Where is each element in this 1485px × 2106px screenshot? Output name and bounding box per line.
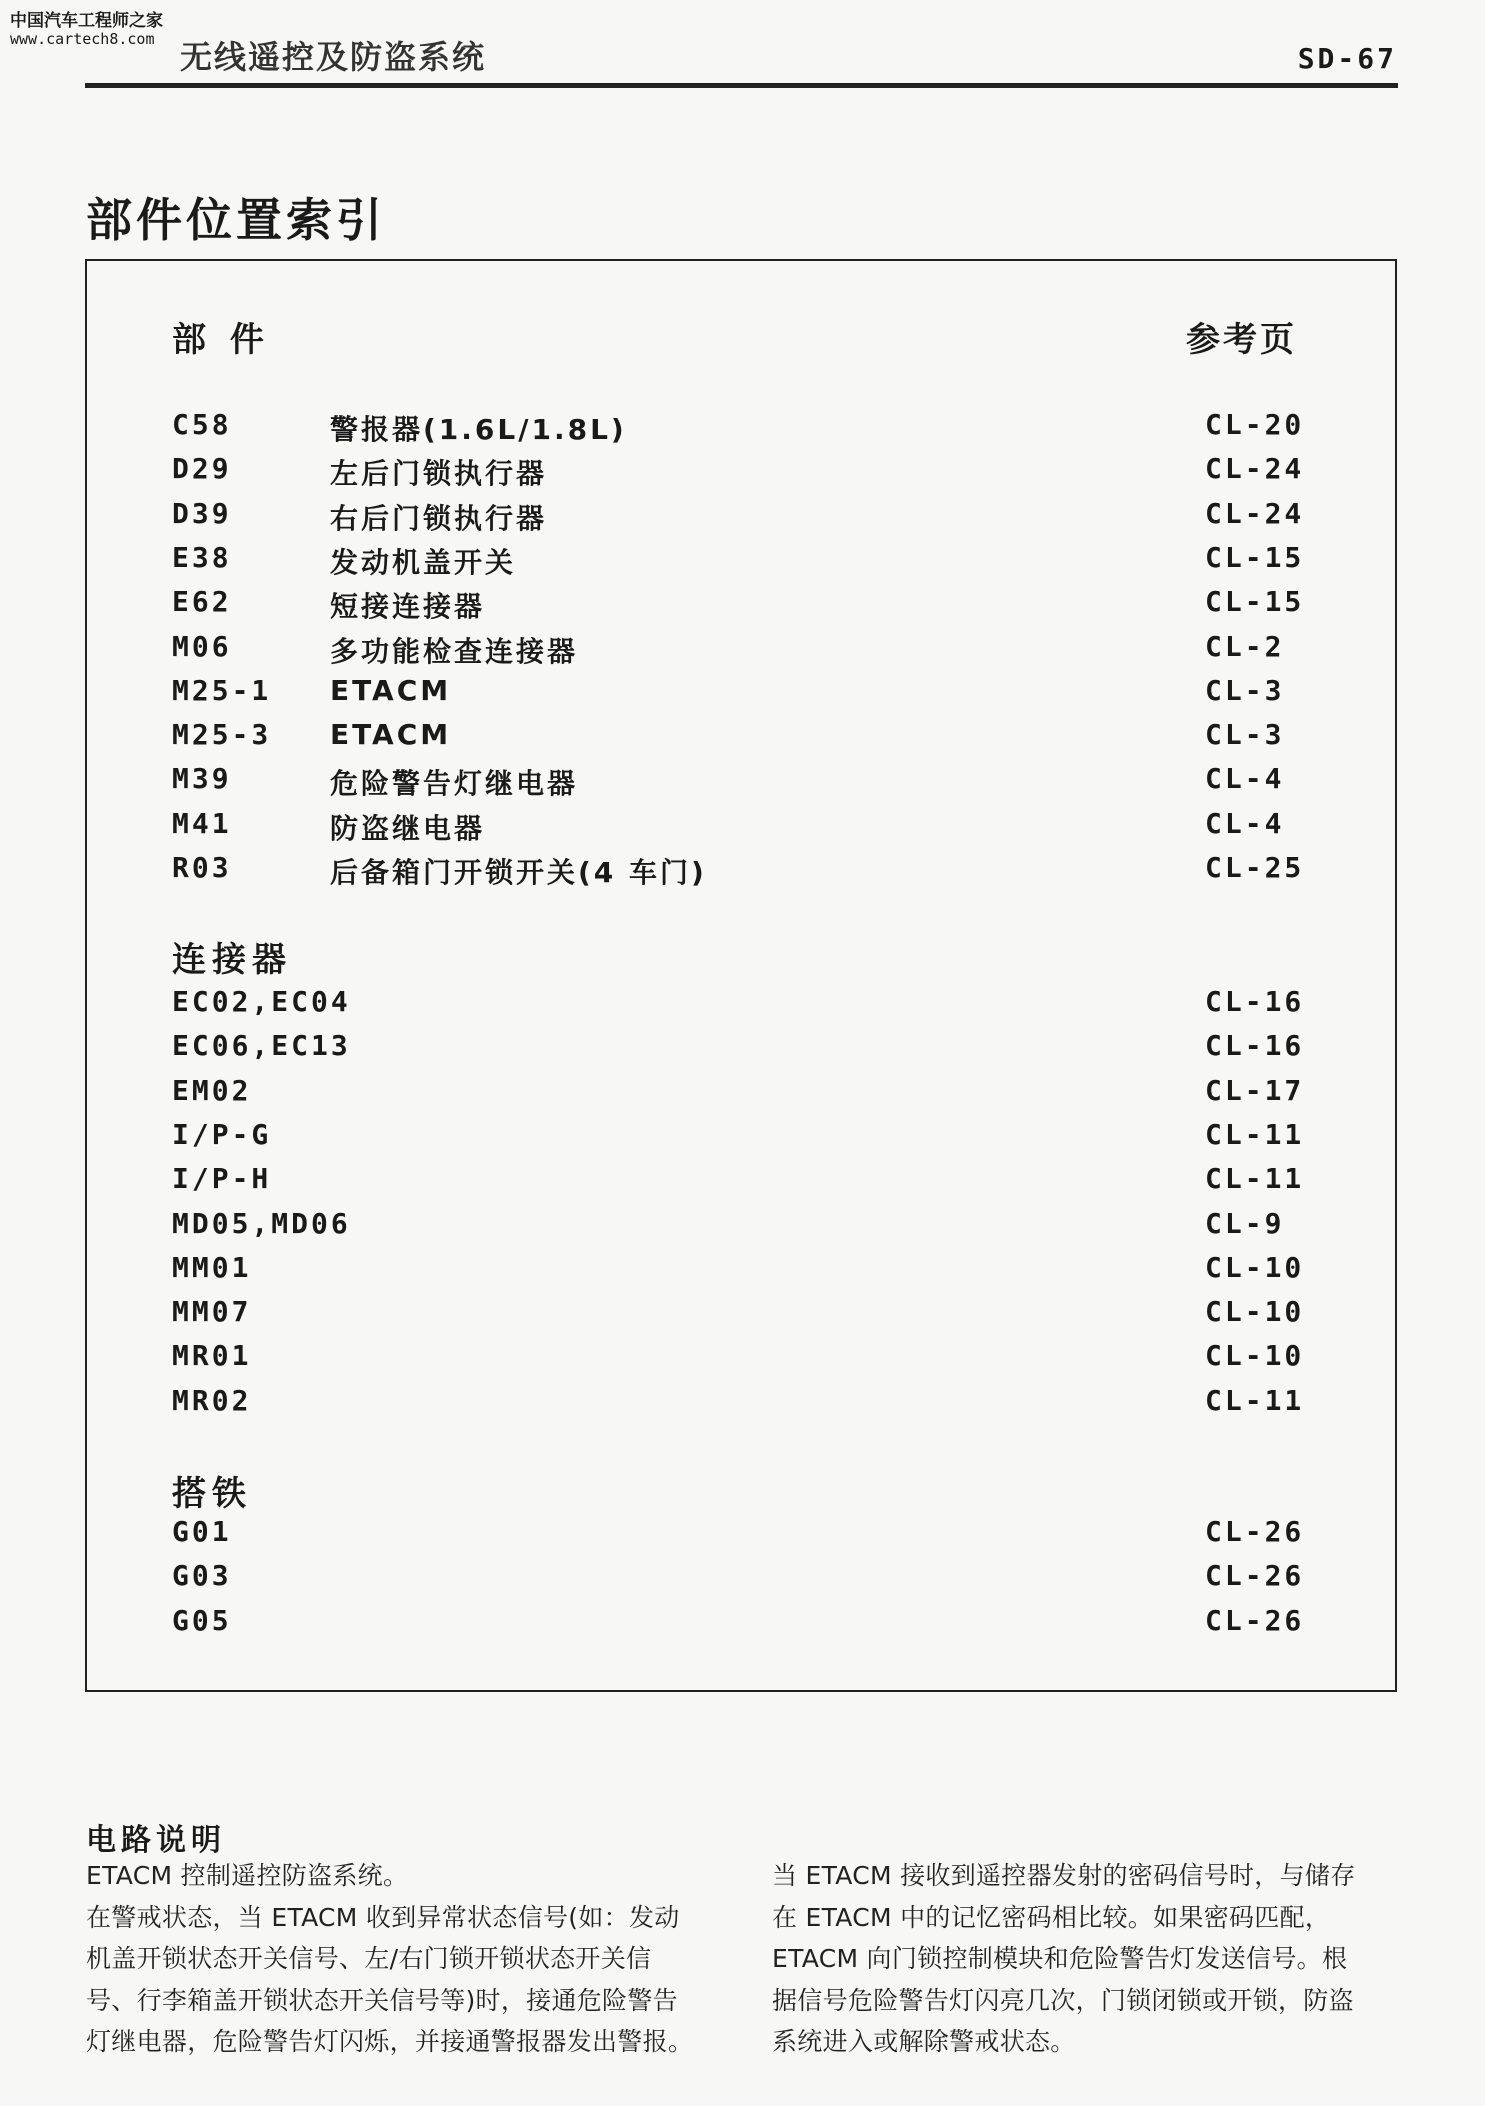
component-name: 右后门锁执行器 — [330, 501, 548, 535]
connector-ref-page: CL-9 — [1205, 1206, 1285, 1240]
component-code: E38 — [172, 540, 232, 574]
component-code: D29 — [172, 452, 232, 486]
description-line: ETACM 向门锁控制模块和危险警告灯发送信号。根 — [772, 1944, 1348, 1973]
component-code: M39 — [172, 762, 232, 796]
component-name: ETACM — [330, 718, 452, 752]
component-ref-page: CL-3 — [1205, 718, 1285, 752]
description-line: 号、行李箱盖开锁状态开关信号等)时，接通危险警告 — [86, 1985, 678, 2015]
column-header-ref: 参考页 — [1186, 320, 1297, 360]
connector-ref-page: CL-17 — [1205, 1073, 1305, 1107]
description-line: ETACM 控制遥控防盗系统。 — [86, 1861, 409, 1890]
connector-code: MM07 — [172, 1295, 252, 1329]
description-title: 电路说明 — [86, 1823, 226, 1858]
component-name: 发动机盖开关 — [330, 545, 517, 579]
connector-ref-page: CL-10 — [1205, 1339, 1305, 1373]
description-left-column — [86, 1855, 693, 2063]
component-ref-page: CL-2 — [1205, 629, 1285, 663]
description-line: 灯继电器，危险警告灯闪烁，并接通警报器发出警报。 — [86, 2027, 694, 2056]
ground-code: G01 — [172, 1515, 232, 1548]
description-line: 据信号危险警告灯闪亮几次，门锁闭锁或开锁，防盗 — [772, 1985, 1354, 2015]
description-line: 机盖开锁状态开关信号、左/右门锁开锁状态开关信 — [86, 1944, 652, 1973]
component-code: M41 — [172, 806, 232, 840]
component-code: M25-3 — [172, 718, 272, 752]
component-ref-page: CL-15 — [1205, 585, 1305, 619]
section-header-title: 无线遥控及防盗系统 — [180, 38, 487, 76]
connector-code: I/P-H — [172, 1162, 272, 1196]
component-ref-page: CL-4 — [1205, 762, 1285, 796]
component-ref-page: CL-3 — [1205, 673, 1285, 707]
component-code: M06 — [172, 629, 232, 663]
component-ref-page: CL-25 — [1205, 851, 1305, 884]
component-name: 后备箱门开锁开关(4 车门) — [330, 856, 707, 889]
ground-ref-page: CL-26 — [1205, 1515, 1305, 1548]
connector-code: EC06,EC13 — [172, 1029, 351, 1063]
component-ref-page: CL-24 — [1205, 496, 1305, 530]
component-name: 多功能检查连接器 — [330, 634, 579, 668]
connector-code: EM02 — [172, 1073, 252, 1107]
component-name: 防盗继电器 — [330, 811, 486, 845]
component-code: E62 — [172, 585, 232, 619]
watermark-url: www.cartech8.com — [10, 30, 155, 48]
description-line: 当 ETACM 接收到遥控器发射的密码信号时，与储存 — [772, 1861, 1356, 1890]
description-line: 在 ETACM 中的记忆密码相比较。如果密码匹配， — [772, 1902, 1331, 1932]
connector-code: MM01 — [172, 1250, 252, 1284]
component-code: R03 — [172, 851, 232, 884]
component-ref-page: CL-20 — [1205, 408, 1305, 441]
connector-code: MD05,MD06 — [172, 1206, 351, 1240]
ground-ref-page: CL-26 — [1205, 1559, 1305, 1593]
component-name: 短接连接器 — [330, 590, 486, 624]
component-name: 左后门锁执行器 — [330, 457, 548, 491]
component-code: M25-1 — [172, 673, 272, 707]
component-code: D39 — [172, 496, 232, 530]
header-rule — [85, 83, 1398, 88]
description-line: 在警戒状态，当 ETACM 收到异常状态信号(如：发动 — [86, 1902, 680, 1932]
ground-code: G03 — [172, 1559, 232, 1593]
component-name: 警报器(1.6L/1.8L) — [330, 413, 627, 446]
description-right-column — [772, 1855, 1356, 2063]
ground-code: G05 — [172, 1603, 232, 1637]
component-name: ETACM — [330, 673, 452, 707]
connectors-heading: 连接器 — [172, 940, 292, 980]
connector-ref-page: CL-11 — [1205, 1383, 1305, 1417]
connector-ref-page: CL-10 — [1205, 1250, 1305, 1284]
connector-ref-page: CL-11 — [1205, 1117, 1305, 1151]
column-header-part: 部 件 — [172, 320, 270, 360]
watermark-name: 中国汽车工程师之家 — [10, 11, 163, 31]
connector-code: I/P-G — [172, 1117, 272, 1151]
component-ref-page: CL-4 — [1205, 806, 1285, 840]
connector-ref-page: CL-16 — [1205, 985, 1305, 1018]
component-name: 危险警告灯继电器 — [330, 767, 579, 801]
connector-ref-page: CL-10 — [1205, 1295, 1305, 1329]
component-ref-page: CL-15 — [1205, 540, 1305, 574]
component-code: C58 — [172, 408, 232, 441]
page-number: SD-67 — [1297, 42, 1397, 75]
page-title: 部件位置索引 — [86, 193, 386, 247]
description-line: 系统进入或解除警戒状态。 — [772, 2027, 1076, 2056]
ground-ref-page: CL-26 — [1205, 1603, 1305, 1637]
grounds-heading: 搭铁 — [172, 1474, 252, 1514]
component-ref-page: CL-24 — [1205, 452, 1305, 486]
connector-code: EC02,EC04 — [172, 985, 351, 1018]
connector-ref-page: CL-16 — [1205, 1029, 1305, 1063]
connector-code: MR02 — [172, 1383, 252, 1417]
connector-ref-page: CL-11 — [1205, 1162, 1305, 1196]
connector-code: MR01 — [172, 1339, 252, 1373]
